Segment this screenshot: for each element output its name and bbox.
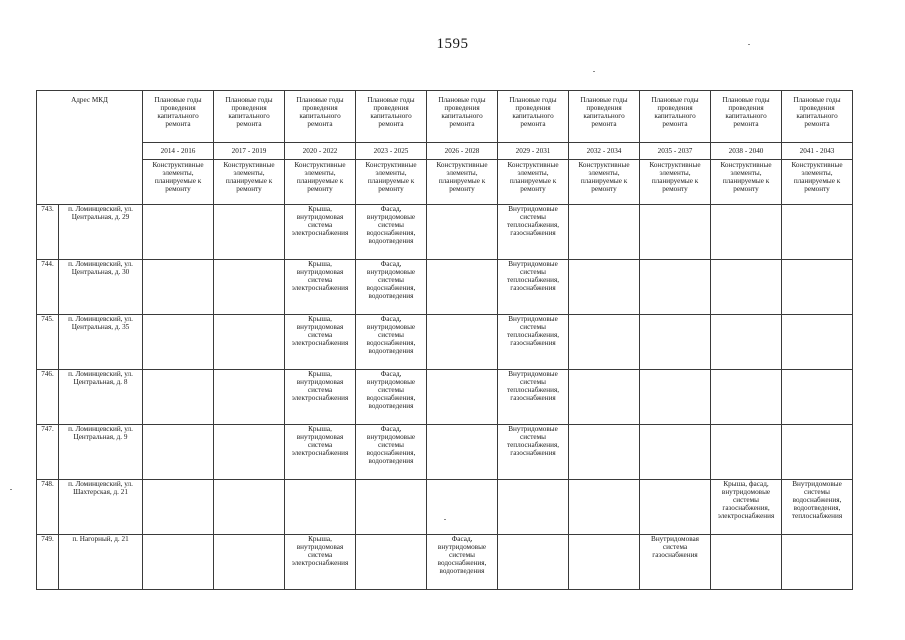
table-row	[37, 260, 853, 315]
repair-cell	[356, 535, 427, 590]
row-number: 743.	[37, 205, 59, 260]
scan-speck	[748, 44, 750, 45]
repair-cell: Крыша, внутридомовая система электроснабжения	[285, 425, 356, 480]
repair-cell	[569, 315, 640, 370]
address-header: Адрес МКД	[37, 91, 143, 205]
period-elements: Конструктивные элементы, планируемые к ремонту	[569, 160, 640, 205]
row-number: 747.	[37, 425, 59, 480]
repair-cell	[782, 425, 853, 480]
repair-cell	[711, 535, 782, 590]
header-row-elements	[37, 160, 853, 205]
repair-cell	[214, 315, 285, 370]
repair-cell	[640, 480, 711, 535]
repair-cell: Крыша, внутридомовая система электроснабжения	[285, 205, 356, 260]
repair-cell	[640, 315, 711, 370]
header-row-years	[37, 143, 853, 160]
table-row	[37, 315, 853, 370]
header-row-period	[37, 91, 853, 143]
repair-cell	[214, 480, 285, 535]
repair-cell: Внутридомовые системы теплоснабжения, газоснабжения	[498, 260, 569, 315]
repair-cell	[143, 480, 214, 535]
row-address: п. Ломинцевский, ул. Центральная, д. 9	[59, 425, 143, 480]
repair-cell	[640, 425, 711, 480]
repair-cell	[782, 535, 853, 590]
repair-cell	[782, 370, 853, 425]
period-years: 2020 - 2022	[285, 143, 356, 160]
period-years: 2041 - 2043	[782, 143, 853, 160]
repair-cell	[498, 480, 569, 535]
repair-cell	[711, 315, 782, 370]
repair-cell	[427, 425, 498, 480]
period-years: 2035 - 2037	[640, 143, 711, 160]
repair-cell: Фасад, внутридомовые системы водоснабжения, водоотведения	[356, 260, 427, 315]
period-label: Плановые годы проведения капитального ремонта	[143, 91, 214, 143]
period-label: Плановые годы проведения капитального ремонта	[427, 91, 498, 143]
period-elements: Конструктивные элементы, планируемые к ремонту	[143, 160, 214, 205]
repair-cell	[285, 480, 356, 535]
row-address: п. Ломинцевский, ул. Центральная, д. 35	[59, 315, 143, 370]
repair-cell	[143, 370, 214, 425]
repair-cell: Внутридомовая система газоснабжения	[640, 535, 711, 590]
repair-cell: Крыша, внутридомовая система электроснабжения	[285, 260, 356, 315]
row-number: 744.	[37, 260, 59, 315]
repair-cell	[356, 480, 427, 535]
repair-cell	[640, 205, 711, 260]
repair-cell: Фасад, внутридомовые системы водоснабжения, водоотведения	[356, 205, 427, 260]
period-label: Плановые годы проведения капитального ремонта	[782, 91, 853, 143]
repair-cell: Фасад, внутридомовые системы водоснабжения, водоотведения	[356, 315, 427, 370]
period-years: 2026 - 2028	[427, 143, 498, 160]
period-elements: Конструктивные элементы, планируемые к ремонту	[498, 160, 569, 205]
period-years: 2032 - 2034	[569, 143, 640, 160]
period-years: 2017 - 2019	[214, 143, 285, 160]
period-elements: Конструктивные элементы, планируемые к ремонту	[711, 160, 782, 205]
repair-cell	[143, 205, 214, 260]
repair-cell	[427, 480, 498, 535]
scan-speck	[593, 71, 595, 72]
period-years: 2029 - 2031	[498, 143, 569, 160]
scan-speck	[444, 519, 446, 520]
scan-speck	[10, 489, 12, 490]
repair-cell	[214, 370, 285, 425]
repair-cell	[569, 260, 640, 315]
row-address: п. Ломинцевский, ул. Центральная, д. 30	[59, 260, 143, 315]
period-label: Плановые годы проведения капитального ремонта	[214, 91, 285, 143]
capital-repair-plan-table	[36, 90, 853, 590]
repair-cell	[214, 260, 285, 315]
repair-cell	[569, 370, 640, 425]
period-elements: Конструктивные элементы, планируемые к ремонту	[356, 160, 427, 205]
repair-cell	[143, 425, 214, 480]
repair-cell	[711, 370, 782, 425]
repair-cell: Фасад, внутридомовые системы водоснабжения, водоотведения	[427, 535, 498, 590]
repair-cell	[143, 260, 214, 315]
repair-cell	[214, 535, 285, 590]
repair-cell	[427, 315, 498, 370]
repair-cell: Крыша, фасад, внутридомовые системы газоснабжения, электроснабжения	[711, 480, 782, 535]
period-elements: Конструктивные элементы, планируемые к ремонту	[782, 160, 853, 205]
table-row	[37, 535, 853, 590]
row-address: п. Нагорный, д. 21	[59, 535, 143, 590]
repair-cell	[427, 370, 498, 425]
repair-cell: Внутридомовые системы теплоснабжения, газоснабжения	[498, 315, 569, 370]
period-label: Плановые годы проведения капитального ремонта	[711, 91, 782, 143]
repair-cell	[569, 480, 640, 535]
period-years: 2038 - 2040	[711, 143, 782, 160]
period-elements: Конструктивные элементы, планируемые к ремонту	[640, 160, 711, 205]
row-address: п. Ломинцевский, ул. Центральная, д. 29	[59, 205, 143, 260]
table-body	[37, 91, 853, 590]
period-elements: Конструктивные элементы, планируемые к ремонту	[285, 160, 356, 205]
repair-cell	[569, 535, 640, 590]
table-row	[37, 370, 853, 425]
repair-cell	[143, 535, 214, 590]
repair-cell	[711, 205, 782, 260]
row-address: п. Ломинцевский, ул. Шахтерская, д. 21	[59, 480, 143, 535]
row-number: 748.	[37, 480, 59, 535]
period-label: Плановые годы проведения капитального ремонта	[640, 91, 711, 143]
table-row	[37, 480, 853, 535]
repair-cell	[569, 205, 640, 260]
period-label: Плановые годы проведения капитального ремонта	[569, 91, 640, 143]
page-number: 1595	[436, 36, 469, 52]
repair-cell: Фасад, внутридомовые системы водоснабжения, водоотведения	[356, 425, 427, 480]
repair-cell	[711, 260, 782, 315]
period-years: 2014 - 2016	[143, 143, 214, 160]
repair-cell	[782, 260, 853, 315]
repair-cell	[498, 535, 569, 590]
repair-cell	[427, 260, 498, 315]
repair-cell	[711, 425, 782, 480]
repair-cell	[214, 425, 285, 480]
period-label: Плановые годы проведения капитального ремонта	[356, 91, 427, 143]
period-years: 2023 - 2025	[356, 143, 427, 160]
repair-cell	[427, 205, 498, 260]
repair-cell: Внутридомовые системы теплоснабжения, газоснабжения	[498, 425, 569, 480]
period-label: Плановые годы проведения капитального ремонта	[498, 91, 569, 143]
repair-cell: Внутридомовые системы теплоснабжения, газоснабжения	[498, 370, 569, 425]
repair-cell: Крыша, внутридомовая система электроснабжения	[285, 370, 356, 425]
table-row	[37, 425, 853, 480]
period-label: Плановые годы проведения капитального ремонта	[285, 91, 356, 143]
repair-cell: Фасад, внутридомовые системы водоснабжения, водоотведения	[356, 370, 427, 425]
row-number: 749.	[37, 535, 59, 590]
table-row	[37, 205, 853, 260]
repair-cell: Внутридомовые системы водоснабжения, водоотведения, теплоснабжения	[782, 480, 853, 535]
row-number: 745.	[37, 315, 59, 370]
repair-cell: Крыша, внутридомовая система электроснабжения	[285, 315, 356, 370]
repair-cell	[782, 315, 853, 370]
row-number: 746.	[37, 370, 59, 425]
repair-cell: Крыша, внутридомовая система электроснабжения	[285, 535, 356, 590]
repair-cell	[569, 425, 640, 480]
repair-cell: Внутридомовые системы теплоснабжения, газоснабжения	[498, 205, 569, 260]
repair-cell	[782, 205, 853, 260]
repair-cell	[640, 370, 711, 425]
repair-cell	[143, 315, 214, 370]
period-elements: Конструктивные элементы, планируемые к ремонту	[427, 160, 498, 205]
repair-cell	[214, 205, 285, 260]
repair-cell	[640, 260, 711, 315]
period-elements: Конструктивные элементы, планируемые к ремонту	[214, 160, 285, 205]
row-address: п. Ломинцевский, ул. Центральная, д. 8	[59, 370, 143, 425]
